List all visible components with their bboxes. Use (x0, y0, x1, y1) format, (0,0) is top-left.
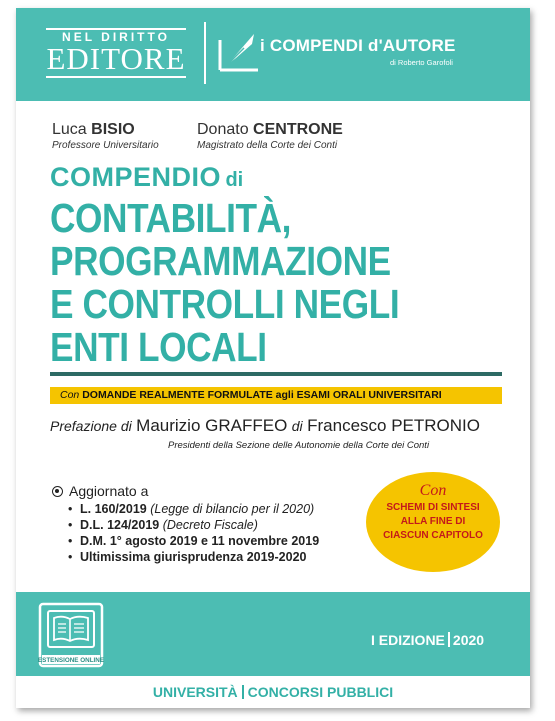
update-bold: L. 160/2019 (80, 502, 147, 516)
author-1-last: BISIO (91, 121, 135, 138)
list-item (80, 549, 319, 565)
preface-connector: di (291, 418, 303, 434)
title-line: PROGRAMMAZIONE (50, 238, 391, 284)
tagline-prefix: Con (60, 389, 80, 401)
logo-divider (204, 22, 206, 84)
tagline-text: DOMANDE REALMENTE FORMULATE agli ESAMI ORALI UNIVERSITARI (82, 389, 442, 401)
online-extension-icon (36, 600, 106, 670)
list-item (80, 501, 319, 517)
preface-name-2: Francesco PETRONIO (307, 416, 480, 435)
edition-label: I EDIZIONE (371, 632, 445, 648)
book-cover (16, 8, 530, 708)
author-1-first: Luca (52, 121, 87, 138)
footer-left: UNIVERSITÀ (152, 684, 238, 700)
author-2-last: CENTRONE (253, 121, 343, 138)
summary-badge (366, 472, 500, 572)
series-title: i COMPENDI d'AUTORE (260, 36, 456, 55)
footer (16, 684, 530, 700)
badge-line: SCHEMI DI SINTESI (386, 502, 480, 513)
badge-line: CIASCUN CAPITOLO (383, 530, 483, 541)
author-2-role: Magistrato della Corte dei Conti (197, 140, 338, 151)
series-subtitle: di Roberto Garofoli (390, 58, 453, 67)
footer-separator (242, 685, 244, 699)
tagline-bar (50, 387, 502, 404)
book-title (50, 197, 461, 369)
update-bold: D.L. 124/2019 (80, 518, 160, 532)
publisher-logo (46, 28, 186, 78)
title-rule (50, 372, 502, 376)
quill-icon (214, 30, 262, 76)
kicker-connector: di (225, 169, 244, 191)
preface-role: Presidenti della Sezione delle Autonomie della Corte dei Conti (168, 440, 430, 451)
author-1 (52, 121, 159, 151)
extension-label: ESTENSIONE ONLINE (37, 657, 105, 664)
author-2 (197, 121, 343, 151)
edition-year: 2020 (452, 632, 485, 648)
author-1-role: Professore Universitario (52, 140, 159, 151)
title-line: CONTABILITÀ, (50, 195, 291, 241)
preface-label: Prefazione di (50, 418, 132, 434)
update-bold: Ultimissima giurisprudenza 2019-2020 (80, 550, 307, 564)
preface (50, 416, 480, 436)
edition (371, 632, 484, 648)
publisher-top-label: NEL DIRITTO (46, 28, 186, 44)
title-line: E CONTROLLI NEGLI (50, 281, 400, 327)
title-line: ENTI LOCALI (50, 324, 267, 370)
updates-list (52, 483, 319, 565)
badge-con: Con (419, 482, 447, 499)
update-italic: (Decreto Fiscale) (162, 518, 258, 532)
update-bold: D.M. 1° agosto 2019 e 11 novembre 2019 (80, 534, 320, 548)
publisher-name: EDITORE (46, 41, 186, 76)
preface-name-1: Maurizio GRAFFEO (136, 416, 288, 435)
badge-line: ALLA FINE DI (400, 516, 466, 527)
list-item (80, 533, 319, 549)
footer-right: CONCORSI PUBBLICI (247, 684, 394, 700)
update-italic: (Legge di bilancio per il 2020) (150, 502, 315, 516)
author-2-first: Donato (197, 121, 249, 138)
kicker-word: COMPENDIO (50, 162, 222, 192)
updates-heading: Aggiornato a (69, 483, 149, 499)
edition-separator (448, 632, 450, 647)
kicker (50, 162, 243, 193)
list-item (80, 517, 319, 533)
radio-bullet-icon (52, 486, 63, 497)
